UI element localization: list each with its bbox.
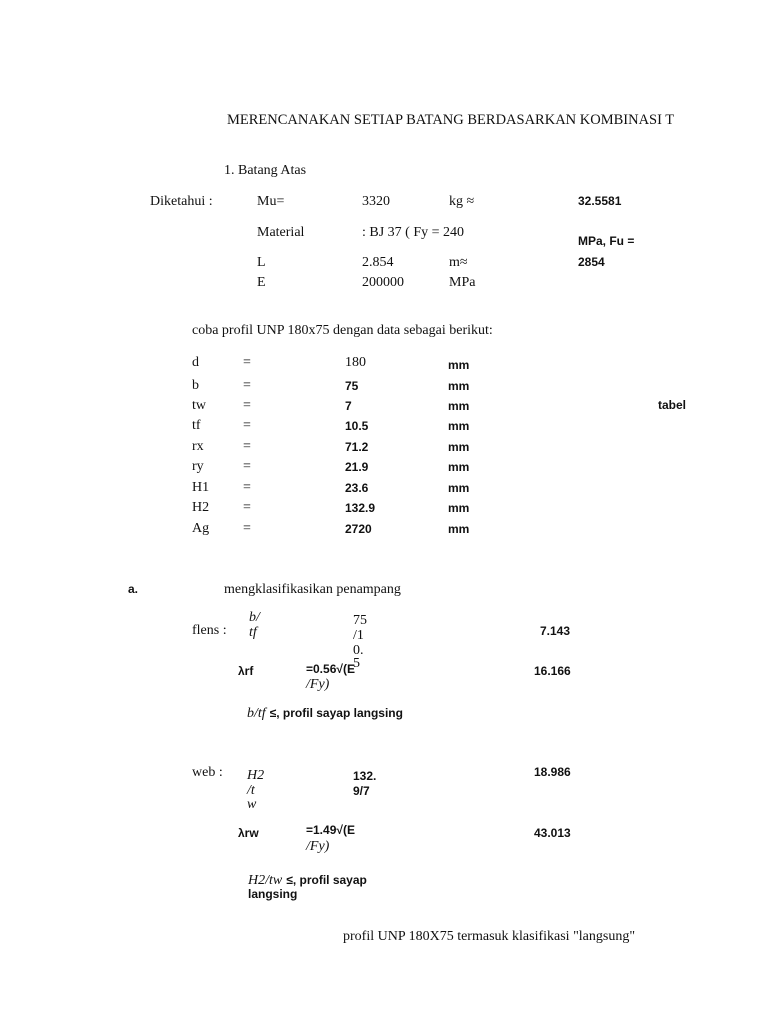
- profile-row-eq: =: [243, 355, 251, 370]
- flens-calc-line: 5: [353, 656, 360, 671]
- web-ratio-line: w: [247, 797, 257, 812]
- flens-value: 7.143: [540, 624, 571, 638]
- given-label: Diketahui :: [150, 194, 213, 209]
- flens-ratio-line: b/: [249, 610, 260, 625]
- web-conclusion-math: H2/tw: [248, 873, 283, 888]
- lambda-rw-formula-2: /Fy): [306, 839, 330, 854]
- table-side-note: tabel: [658, 398, 687, 412]
- profile-row-unit: mm: [448, 522, 470, 536]
- web-value: 18.986: [534, 765, 571, 779]
- profile-row-unit: mm: [448, 358, 470, 372]
- profile-row-name: ry: [192, 459, 204, 474]
- profile-row-value: 75: [345, 379, 359, 393]
- profile-row-value: 71.2: [345, 440, 369, 454]
- profile-row-unit: mm: [448, 399, 470, 413]
- e-label: E: [257, 275, 266, 290]
- profile-row-value: 10.5: [345, 419, 369, 433]
- profile-row-value: 21.9: [345, 460, 369, 474]
- lambda-rw-label: λrw: [238, 826, 259, 840]
- material-value: : BJ 37 ( Fy = 240: [362, 225, 465, 240]
- profile-row-name: tw: [192, 398, 206, 413]
- web-conclusion-text-2: langsing: [248, 887, 298, 901]
- part-a-heading: mengklasifikasikan penampang: [224, 582, 401, 597]
- profile-row-value: 7: [345, 399, 352, 413]
- profile-row-name: tf: [192, 418, 201, 433]
- profile-intro: coba profil UNP 180x75 dengan data sebagai berikut:: [192, 323, 493, 338]
- material-note: MPa, Fu =: [578, 234, 635, 248]
- profile-row-name: H2: [192, 500, 210, 515]
- profile-row-eq: =: [243, 500, 251, 515]
- profile-row-unit: mm: [448, 481, 470, 495]
- lambda-rf-formula-2: /Fy): [306, 677, 330, 692]
- flens-conclusion: [247, 704, 403, 722]
- web-calc-line: 9/7: [353, 784, 370, 798]
- profile-row-unit: mm: [448, 460, 470, 474]
- profile-row-eq: =: [243, 439, 251, 454]
- mu-value: 3320: [362, 194, 390, 209]
- web-ratio-line: /t: [247, 783, 255, 798]
- flens-conclusion-math: b/tf: [247, 706, 266, 721]
- profile-row-name: H1: [192, 480, 210, 495]
- mu-unit: kg ≈: [449, 194, 475, 209]
- mu-converted: 32.5581: [578, 194, 622, 208]
- length-unit: m≈: [449, 255, 468, 270]
- length-value: 2.854: [362, 255, 394, 270]
- profile-row-name: d: [192, 355, 199, 370]
- profile-row-value: 23.6: [345, 481, 369, 495]
- web-ratio-line: H2: [247, 768, 265, 783]
- web-label: web :: [192, 765, 223, 780]
- profile-row-unit: mm: [448, 419, 470, 433]
- e-unit: MPa: [449, 275, 476, 290]
- flens-calc-line: /1: [353, 628, 364, 643]
- page-title: MERENCANAKAN SETIAP BATANG BERDASARKAN KOMBINASI T: [227, 112, 675, 128]
- flens-conclusion-text: ≤, profil sayap langsing: [269, 706, 403, 720]
- profile-row-eq: =: [243, 480, 251, 495]
- e-value: 200000: [362, 275, 404, 290]
- profile-row-eq: =: [243, 418, 251, 433]
- profile-row-name: Ag: [192, 521, 210, 536]
- flens-calc-line: 0.: [353, 643, 364, 658]
- profile-row-unit: mm: [448, 379, 470, 393]
- profile-row-name: b: [192, 378, 199, 393]
- profile-row-value: 180: [345, 355, 366, 370]
- profile-row-eq: =: [243, 521, 251, 536]
- profile-row-name: rx: [192, 439, 204, 454]
- length-label: L: [257, 255, 266, 270]
- profile-row-value: 2720: [345, 522, 372, 536]
- final-statement: profil UNP 180X75 termasuk klasifikasi "langsung": [343, 929, 636, 944]
- profile-row-eq: =: [243, 459, 251, 474]
- part-a-label: a.: [128, 582, 139, 596]
- web-calc-line: 132.: [353, 769, 377, 783]
- material-label: Material: [257, 225, 305, 240]
- flens-label: flens :: [192, 623, 227, 638]
- flens-ratio-line: tf: [249, 625, 257, 640]
- profile-row-eq: =: [243, 398, 251, 413]
- profile-row-value: 132.9: [345, 501, 376, 515]
- flens-calc-line: 75: [353, 613, 367, 628]
- lambda-rw-formula: =1.49√(E: [306, 823, 355, 837]
- profile-row-eq: =: [243, 378, 251, 393]
- section-heading: 1. Batang Atas: [224, 163, 307, 178]
- profile-row-unit: mm: [448, 440, 470, 454]
- lambda-rf-label: λrf: [238, 664, 254, 678]
- web-conclusion-text: ≤, profil sayap: [286, 873, 367, 887]
- mu-label: Mu=: [257, 194, 285, 209]
- profile-row-unit: mm: [448, 501, 470, 515]
- lambda-rf-value: 16.166: [534, 664, 571, 678]
- length-converted: 2854: [578, 255, 605, 269]
- lambda-rw-value: 43.013: [534, 826, 571, 840]
- lambda-rf-formula: =0.56√(E: [306, 662, 355, 676]
